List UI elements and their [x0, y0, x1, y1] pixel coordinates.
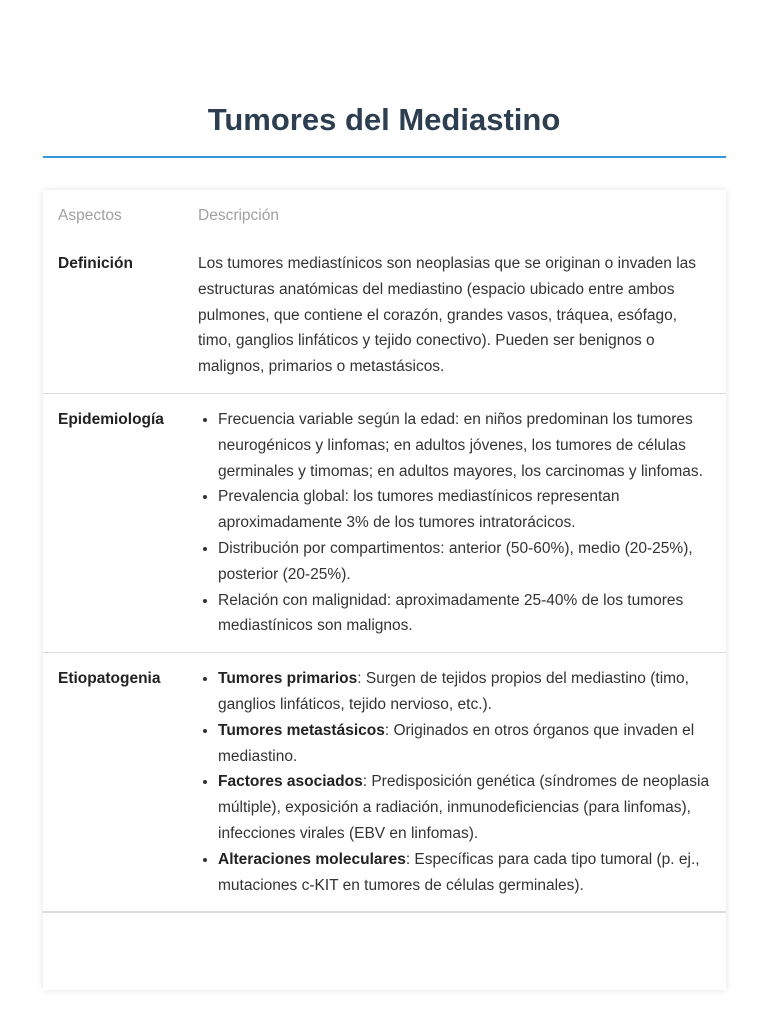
list-item-text: : Predisposición genética (síndromes de neoplasia múltiple), exposición a radiación, inmunodeficiencias (para linfomas), infecciones virales (EBV en linfomas).: [218, 773, 710, 842]
bullet-list: [198, 666, 712, 898]
list-item: [218, 666, 712, 718]
list-item: • Relación con malignidad: aproximadamente 25-40% de los tumores mediastínicos son malignos.: [218, 588, 712, 640]
column-header-aspect: Aspectos: [58, 207, 122, 224]
list-item-term: Alteraciones moleculares: [218, 850, 406, 868]
row-description: Los tumores mediastínicos son neoplasias que se originan o invaden las estructuras anatómicas del mediastino (espacio ubicado entre ambos pulmones, que contiene el corazón, grandes vasos, tráquea, esófago, timo, ganglios linfáticos y tejido conectivo). Pueden ser benignos o malignos, primarios o metastásicos.: [198, 238, 726, 393]
row-aspect: Epidemiología: [43, 393, 198, 652]
list-item-term: Factores asociados: [218, 773, 363, 791]
row-description: [198, 393, 726, 652]
table-row-definicion: [43, 238, 726, 393]
list-item-text: : Específicas para cada tipo tumoral (p. ej., mutaciones c-KIT en tumores de células germinales).: [218, 850, 700, 894]
list-item-text: : Surgen de tejidos propios del mediastino (timo, ganglios linfáticos, tejido nervioso, etc.).: [218, 670, 689, 713]
title-divider: [43, 156, 726, 158]
bullet-list: [198, 407, 712, 639]
list-item: [218, 847, 712, 899]
table-row-etiopatogenia: [43, 653, 726, 913]
row-description: [198, 653, 726, 913]
info-table-card: [43, 190, 726, 990]
table-header-row: [43, 190, 726, 238]
info-table: [43, 190, 726, 913]
list-item: • Prevalencia global: los tumores mediastínicos representan aproximadamente 3% de los tumores intratorácicos.: [218, 484, 712, 536]
list-item: • Distribución por compartimentos: anterior (50-60%), medio (20-25%), posterior (20-25%).: [218, 536, 712, 588]
row-aspect: Definición: [43, 238, 198, 393]
table-row-epidemiologia: [43, 393, 726, 652]
list-item: • Frecuencia variable según la edad: en niños predominan los tumores neurogénicos y linfomas; en adultos jóvenes, los tumores de células germinales y timomas; en adultos mayores, los carcinomas y linfomas.: [218, 407, 712, 484]
list-item: [218, 769, 712, 846]
list-item-term: Tumores metastásicos: [218, 721, 385, 739]
row-aspect: Etiopatogenia: [43, 653, 198, 913]
page-title: Tumores del Mediastino: [207, 102, 561, 137]
list-item-term: Tumores primarios: [218, 670, 358, 688]
list-item-text: : Originados en otros órganos que invaden el mediastino.: [218, 721, 695, 765]
list-item: [218, 718, 712, 770]
column-header-description: Descripción: [198, 207, 279, 224]
